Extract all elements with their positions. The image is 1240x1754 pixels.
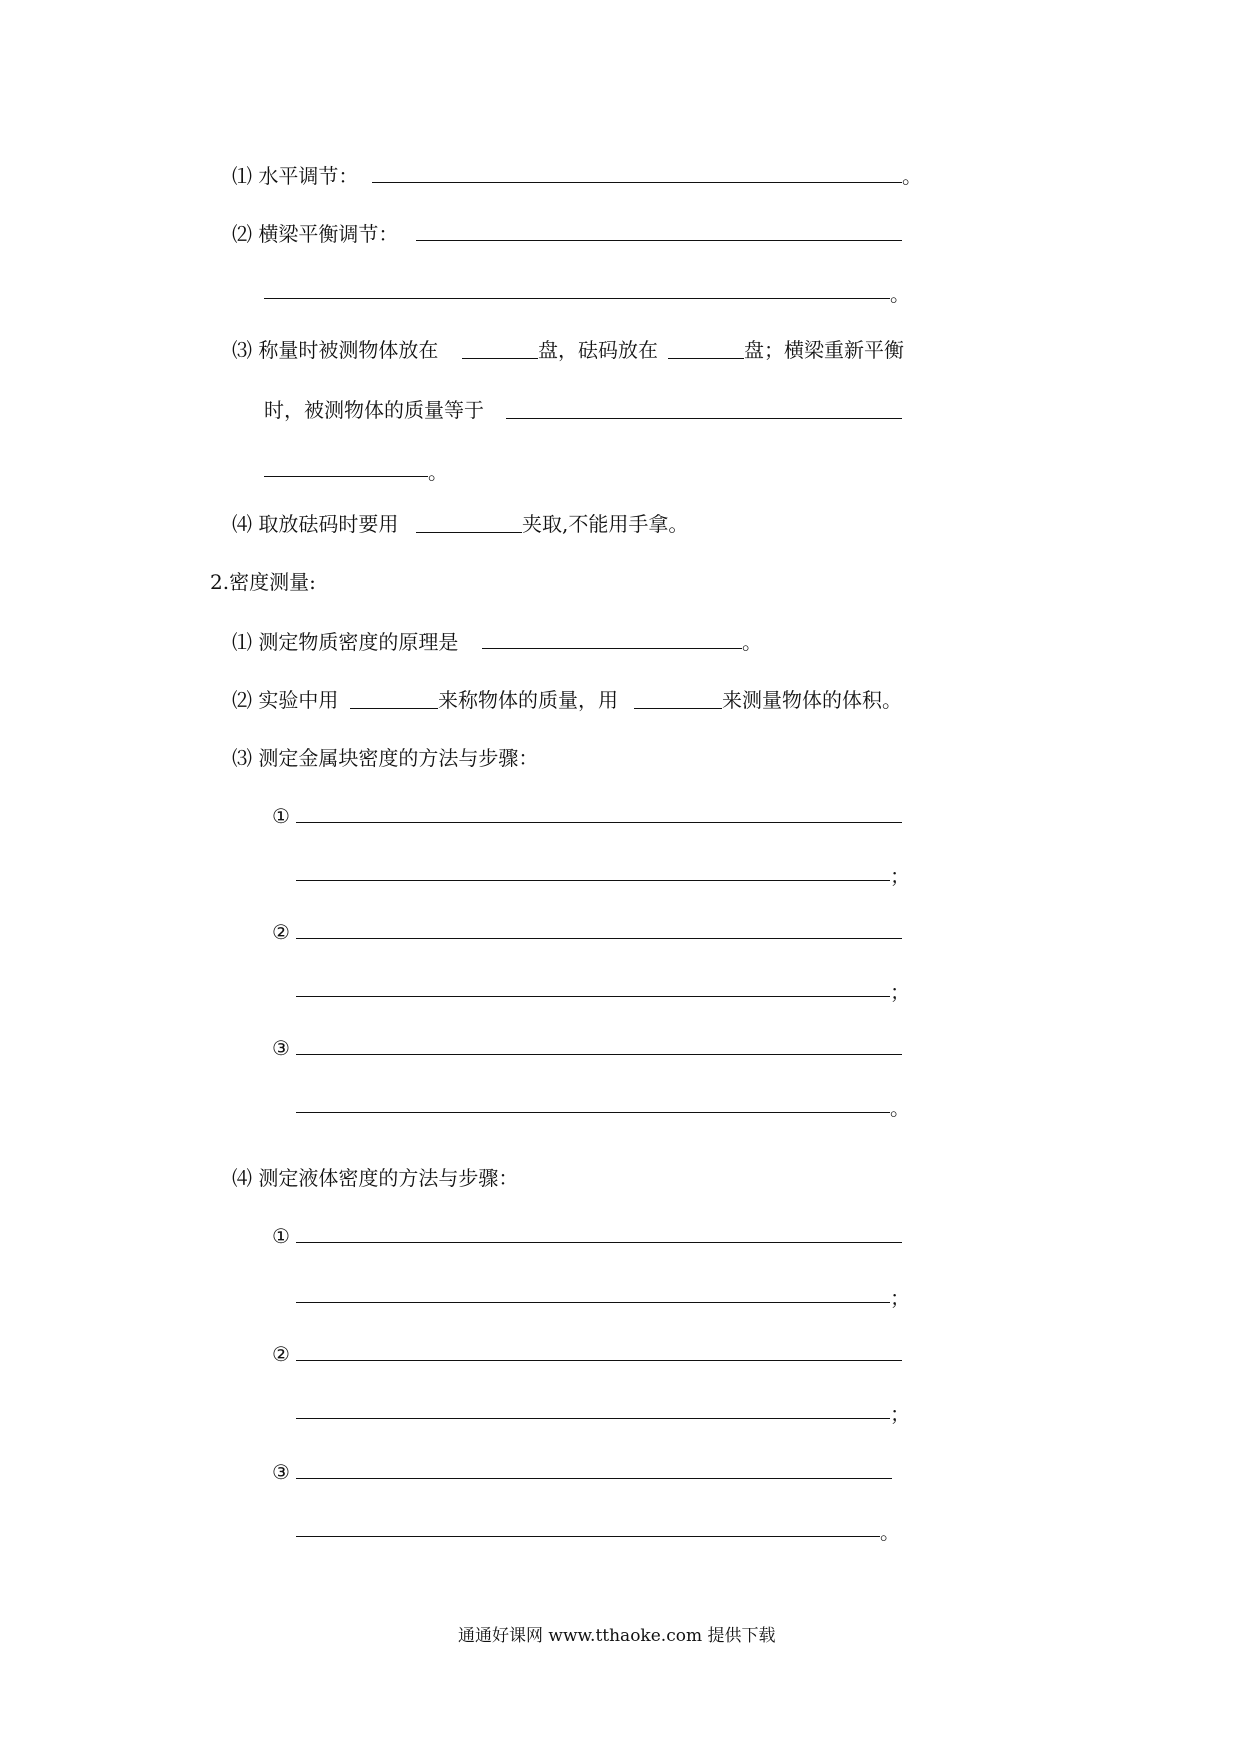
q4-blank-tweezers[interactable]	[416, 532, 522, 533]
q3-part-a: ⑶ 称量时被测物体放在	[232, 338, 439, 362]
p3-heading: ⑶ 测定金属块密度的方法与步骤：	[232, 746, 539, 770]
liquid-step-2-marker: ②	[272, 1342, 290, 1366]
liquid-step-2-end: ；	[890, 1402, 910, 1426]
liquid-step-2-line1[interactable]	[296, 1360, 902, 1361]
liquid-step-2-line2[interactable]	[296, 1418, 890, 1419]
q2-end: 。	[890, 282, 910, 306]
p2-blank-mass-tool[interactable]	[350, 708, 438, 709]
density-heading: 2.密度测量:	[210, 570, 316, 594]
q1-label: ⑴ 水平调节：	[232, 164, 359, 188]
p4-heading: ⑷ 测定液体密度的方法与步骤：	[232, 1166, 519, 1190]
p1-part-a: ⑴ 测定物质密度的原理是	[232, 630, 459, 654]
p1-blank-principle[interactable]	[482, 648, 742, 649]
q3-part-d: 时，被测物体的质量等于	[264, 398, 484, 422]
p2-part-c: 来测量物体的体积。	[722, 688, 902, 712]
q2-blank-line2[interactable]	[264, 298, 890, 299]
liquid-step-1-line1[interactable]	[296, 1242, 902, 1243]
p2-part-a: ⑵ 实验中用	[232, 688, 339, 712]
q3-part-c: 盘；横梁重新平衡	[744, 338, 904, 362]
q4-part-a: ⑷ 取放砝码时要用	[232, 512, 399, 536]
metal-step-2-end: ；	[890, 980, 910, 1004]
metal-step-3-marker: ③	[272, 1036, 290, 1060]
metal-step-1-line2[interactable]	[296, 880, 890, 881]
metal-step-1-end: ；	[890, 864, 910, 888]
q1-end: 。	[902, 164, 922, 188]
q2-label: ⑵ 横梁平衡调节：	[232, 222, 399, 246]
liquid-step-3-marker: ③	[272, 1460, 290, 1484]
metal-step-2-line2[interactable]	[296, 996, 890, 997]
q3-blank-weight-pan[interactable]	[668, 358, 744, 359]
footer-text: 通通好课网 www.tthaoke.com 提供下载	[458, 1626, 776, 1646]
liquid-step-1-line2[interactable]	[296, 1302, 890, 1303]
metal-step-3-line1[interactable]	[296, 1054, 902, 1055]
p2-blank-volume-tool[interactable]	[634, 708, 722, 709]
q3-blank-object-pan[interactable]	[462, 358, 538, 359]
q3-part-b: 盘，砝码放在	[538, 338, 658, 362]
q3-end: 。	[428, 460, 448, 484]
q3-blank-mass-line2[interactable]	[264, 476, 428, 477]
metal-step-2-line1[interactable]	[296, 938, 902, 939]
metal-step-3-end: 。	[890, 1096, 910, 1120]
liquid-step-1-end: ；	[890, 1286, 910, 1310]
metal-step-2-marker: ②	[272, 920, 290, 944]
metal-step-1-line1[interactable]	[296, 822, 902, 823]
p2-part-b: 来称物体的质量，用	[438, 688, 618, 712]
metal-step-3-line2[interactable]	[296, 1112, 890, 1113]
q3-blank-mass-line1[interactable]	[506, 418, 902, 419]
liquid-step-3-line2[interactable]	[296, 1536, 880, 1537]
q2-blank-line1[interactable]	[416, 240, 902, 241]
liquid-step-3-end: 。	[880, 1520, 900, 1544]
liquid-step-3-line1[interactable]	[296, 1478, 892, 1479]
q1-blank[interactable]	[372, 182, 902, 183]
q4-part-b: 夹取,不能用手拿。	[522, 512, 689, 536]
liquid-step-1-marker: ①	[272, 1224, 290, 1248]
p1-end: 。	[742, 630, 762, 654]
metal-step-1-marker: ①	[272, 804, 290, 828]
